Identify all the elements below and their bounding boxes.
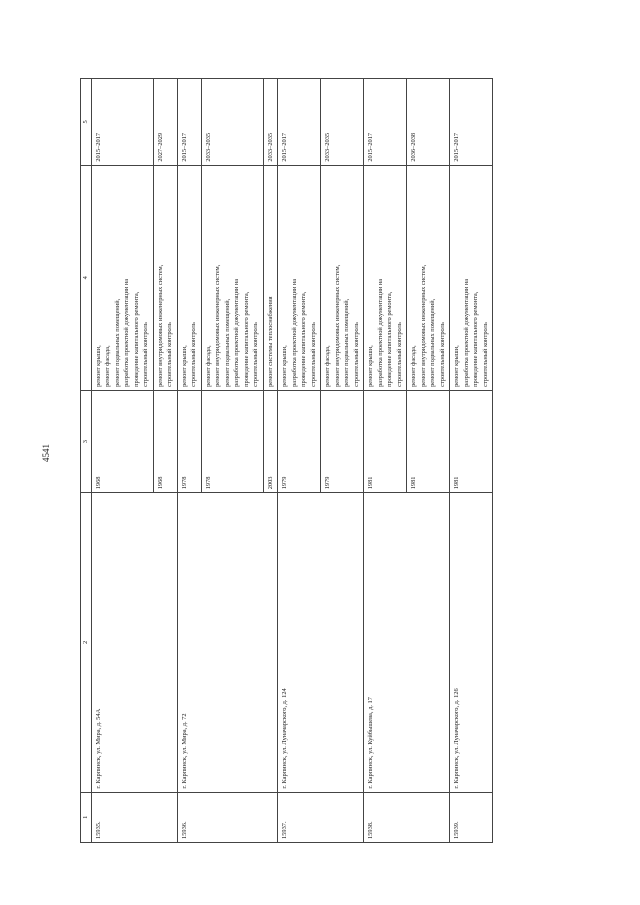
work-item: ремонт крыши, <box>180 345 188 387</box>
work-item: ремонт фасада, <box>204 345 212 387</box>
address-cell: г. Карпинск, ул. Куйбышева, д. 17 <box>364 493 450 792</box>
entry-number: 15935. <box>91 792 177 842</box>
column-header: 3 <box>81 390 92 492</box>
works-cell <box>177 165 201 390</box>
table-row <box>278 79 321 843</box>
entry-number: 15936. <box>177 792 278 842</box>
table-row <box>91 79 153 843</box>
entry-number: 15939. <box>450 792 493 842</box>
entry-number: 15938. <box>364 792 450 842</box>
work-item: ремонт внутридомовых инженерных систем, <box>214 264 221 387</box>
work-item: ремонт внутридомовых инженерных систем, <box>333 264 341 387</box>
work-item: ремонт подвальных помещений, <box>429 298 436 387</box>
year-cell: 1968 <box>153 390 177 492</box>
works-cell <box>364 165 407 390</box>
work-item: ремонт крыши, <box>367 345 374 387</box>
work-item: строительный контроль <box>395 322 403 387</box>
work-item: разработка проектной документации на <box>376 278 384 387</box>
period-cell: 2015–2017 <box>91 79 153 166</box>
work-item: ремонт фасада, <box>410 345 417 387</box>
table-row <box>450 79 493 843</box>
works-cell <box>407 165 450 390</box>
column-number-row <box>81 79 92 843</box>
work-item: строительный контроль <box>352 322 360 387</box>
year-cell: 1978 <box>201 390 263 492</box>
work-item: строительный контроль <box>252 322 259 387</box>
column-header: 2 <box>81 493 92 792</box>
address-cell: г. Карпинск, ул. Мира, д. 72 <box>177 493 278 792</box>
work-item: ремонт подвальных помещений, <box>343 298 350 387</box>
year-cell: 1981 <box>407 390 450 492</box>
works-cell <box>321 165 364 390</box>
period-cell: 2015–2017 <box>177 79 201 166</box>
column-header: 1 <box>81 792 92 842</box>
period-cell: 2027–2029 <box>153 79 177 166</box>
table-body <box>91 79 493 843</box>
address-cell: г. Карпинск, ул. Луначарского, д. 124 <box>278 493 364 792</box>
work-item: ремонт системы теплоснабжения <box>266 296 274 387</box>
year-cell: 1978 <box>177 390 201 492</box>
work-item: разработка проектной документации на <box>462 278 470 387</box>
works-cell <box>201 165 263 390</box>
work-item: ремонт подвальных помещений, <box>223 298 231 387</box>
work-item: разработка проектной документации на <box>123 278 130 387</box>
works-cell <box>263 165 278 390</box>
year-cell: 1979 <box>278 390 321 492</box>
works-cell <box>278 165 321 390</box>
year-cell: 1968 <box>91 390 153 492</box>
work-item: ремонт фасада, <box>104 345 111 387</box>
work-item: ремонт внутридомовых инженерных систем, <box>419 264 427 387</box>
column-header: 5 <box>81 79 92 166</box>
table-rotated-container <box>80 78 565 843</box>
work-item: ремонт крыши, <box>281 345 288 387</box>
work-item: строительный контроль <box>438 322 446 387</box>
period-cell: 2033–2035 <box>263 79 278 166</box>
work-item: проведение капитального ремонта, <box>472 291 479 387</box>
period-cell: 2015–2017 <box>278 79 321 166</box>
work-item: разработка проектной документации на <box>233 278 240 387</box>
page-number: 4541 <box>41 444 51 462</box>
year-cell: 1981 <box>364 390 407 492</box>
works-cell <box>91 165 153 390</box>
address-cell: г. Карпинск, ул. Луначарского, д. 126 <box>450 493 493 792</box>
period-cell: 2015–2017 <box>450 79 493 166</box>
year-cell: 2003 <box>263 390 278 492</box>
work-item: ремонт фасада, <box>324 345 331 387</box>
work-item: разработка проектной документации на <box>290 278 298 387</box>
work-item: строительный контроль <box>481 322 489 387</box>
year-cell: 1979 <box>321 390 364 492</box>
work-item: строительный контроль <box>166 322 173 387</box>
address-cell: г. Карпинск, ул. Мира, д. 54А <box>91 493 177 792</box>
column-header: 4 <box>81 165 92 390</box>
work-item: проведение капитального ремонта, <box>300 291 307 387</box>
work-item: ремонт крыши, <box>94 345 102 387</box>
period-cell: 2033–2035 <box>321 79 364 166</box>
table-row <box>177 79 201 843</box>
period-cell: 2015–2017 <box>364 79 407 166</box>
works-cell <box>450 165 493 390</box>
work-item: проведение капитального ремонта, <box>132 291 140 387</box>
capital-repair-table <box>80 78 493 843</box>
work-item: проведение капитального ремонта, <box>242 291 250 387</box>
work-item: проведение капитального ремонта, <box>386 291 393 387</box>
entry-number: 15937. <box>278 792 364 842</box>
work-item: строительный контроль <box>190 322 197 387</box>
work-item: строительный контроль <box>142 322 149 387</box>
work-item: ремонт подвальных помещений, <box>113 298 121 387</box>
period-cell: 2033–2035 <box>201 79 263 166</box>
works-cell <box>153 165 177 390</box>
table-row <box>364 79 407 843</box>
work-item: строительный контроль <box>309 322 317 387</box>
work-item: ремонт внутридомовых инженерных систем, <box>156 264 164 387</box>
period-cell: 2036–2038 <box>407 79 450 166</box>
year-cell: 1981 <box>450 390 493 492</box>
work-item: ремонт крыши, <box>453 345 460 387</box>
